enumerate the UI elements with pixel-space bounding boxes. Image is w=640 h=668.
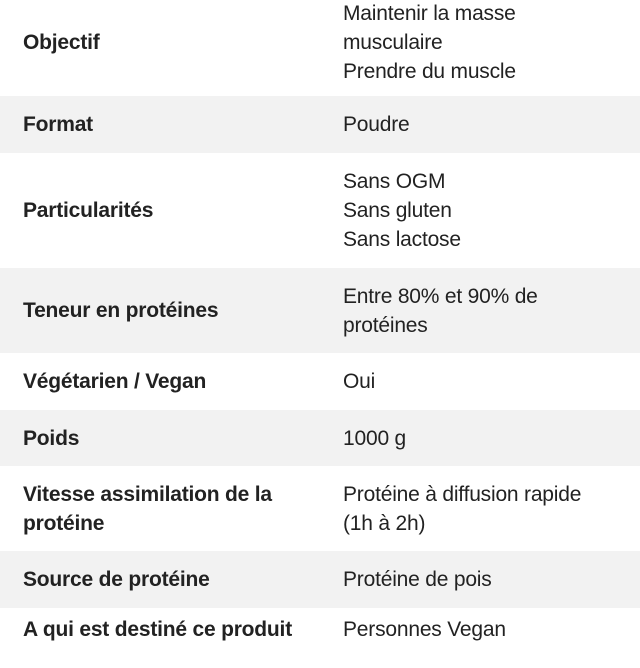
spec-value-line: Personnes Vegan <box>343 618 506 641</box>
spec-label: Végétarien / Vegan <box>23 370 207 393</box>
spec-value-line: protéines <box>343 313 428 337</box>
spec-label: Particularités <box>23 199 154 222</box>
spec-value-line: Poudre <box>343 113 410 136</box>
spec-label: Format <box>23 113 93 136</box>
spec-value-line: Prendre du muscle <box>343 59 516 83</box>
spec-value-line: Protéine à diffusion rapide <box>343 482 582 506</box>
spec-label: Vitesse assimilation de la protéine <box>23 482 272 535</box>
spec-value <box>320 615 640 644</box>
spec-label: Teneur en protéines <box>23 299 219 322</box>
spec-row-vitesse-assimilation <box>0 466 640 551</box>
spec-value-line: (1h à 2h) <box>343 511 426 535</box>
spec-row-objectif <box>0 0 640 96</box>
spec-value-line: Sans lactose <box>343 228 461 251</box>
spec-value <box>320 480 640 538</box>
spec-value <box>320 424 640 453</box>
spec-label: Source de protéine <box>23 568 210 591</box>
spec-label: Objectif <box>23 30 100 54</box>
spec-row-vegetarien-vegan <box>0 353 640 410</box>
spec-value <box>320 167 640 254</box>
spec-value-line: musculaire <box>343 30 443 54</box>
spec-row-poids <box>0 410 640 466</box>
spec-value-line: Oui <box>343 370 376 393</box>
spec-row-destine <box>0 608 640 668</box>
spec-value-line: Protéine de pois <box>343 568 492 591</box>
spec-value <box>320 0 640 86</box>
spec-value-line: 1000 g <box>343 426 407 450</box>
spec-value-line: Sans OGM <box>343 170 446 193</box>
spec-value <box>320 110 640 139</box>
spec-label: Poids <box>23 426 80 450</box>
spec-value-line: Entre 80% et 90% de <box>343 284 538 308</box>
spec-row-teneur-proteines <box>0 268 640 353</box>
spec-value <box>320 367 640 396</box>
spec-value-line: Maintenir la masse <box>343 1 516 25</box>
spec-value <box>320 565 640 594</box>
spec-row-source-proteine <box>0 551 640 608</box>
spec-value <box>320 282 640 340</box>
spec-row-particularites <box>0 153 640 268</box>
spec-label: A qui est destiné ce produit <box>23 618 292 641</box>
spec-value-line: Sans gluten <box>343 199 452 222</box>
spec-row-format <box>0 96 640 153</box>
